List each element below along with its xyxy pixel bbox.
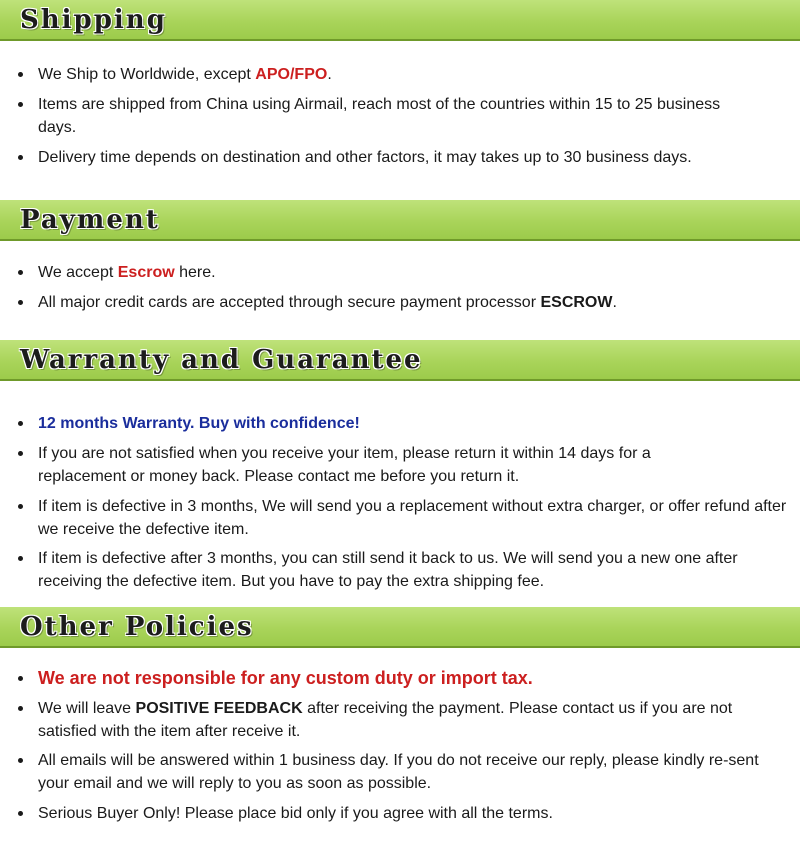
- policies-item: [18, 802, 788, 825]
- warranty-item-text: If item is defective in 3 months, We will send you a replacement without extra charger, or offer refund after we receive the defective item.: [38, 498, 787, 538]
- shipping-item: [18, 63, 788, 86]
- bullet-icon: [18, 102, 23, 107]
- policies-item-text: We will leave: [38, 700, 136, 717]
- warranty-highlight: 12 months Warranty. Buy with confidence!: [38, 415, 360, 432]
- bullet-icon: [18, 421, 23, 426]
- bullet-icon: [18, 270, 23, 275]
- apo-fpo-highlight: APO/FPO: [255, 66, 328, 83]
- bullet-icon: [18, 758, 23, 763]
- policies-item-text: All emails will be answered within 1 business day. If you do not receive our reply, please kindly re-sent your email and we will reply to you as soon as possible.: [38, 752, 759, 792]
- shipping-title: Shipping: [20, 5, 167, 35]
- positive-feedback-bold: POSITIVE FEEDBACK: [135, 700, 303, 717]
- policies-item-text: Serious Buyer Only! Please place bid only if you agree with all the terms.: [38, 805, 553, 822]
- shipping-item: [18, 93, 758, 139]
- policies-title: Other Policies: [20, 612, 254, 642]
- payment-title: Payment: [20, 205, 160, 235]
- bullet-icon: [18, 300, 23, 305]
- payment-item: [18, 291, 788, 314]
- payment-item-text-end: here.: [174, 264, 216, 281]
- warranty-item: [18, 495, 788, 541]
- payment-item-text: We accept: [38, 264, 118, 281]
- shipping-item: [18, 146, 788, 169]
- shipping-header: [0, 0, 800, 41]
- warranty-item: [18, 412, 788, 435]
- bullet-icon: [18, 72, 23, 77]
- policies-highlight: We are not responsible for any custom duty or import tax.: [38, 668, 533, 688]
- policies-item: [18, 697, 788, 743]
- bullet-icon: [18, 504, 23, 509]
- shipping-item-text: We Ship to Worldwide, except: [38, 66, 256, 83]
- warranty-item: [18, 442, 738, 488]
- payment-item: [18, 261, 788, 284]
- warranty-item: [18, 547, 788, 593]
- policies-header: [0, 607, 800, 648]
- bullet-icon: [18, 556, 23, 561]
- bullet-icon: [18, 811, 23, 816]
- bullet-icon: [18, 706, 23, 711]
- bullet-icon: [18, 451, 23, 456]
- payment-item-text: All major credit cards are accepted through secure payment processor: [38, 294, 541, 311]
- policies-item-text-end: after receiving the payment. Please contact us if you are not satisfied with the item after receive it.: [38, 700, 733, 740]
- warranty-header: [0, 340, 800, 381]
- warranty-item-text: If item is defective after 3 months, you can still send it back to us. We will send you a new one after receiving the defective item. But you have to pay the extra shipping fee.: [38, 550, 738, 590]
- payment-header: [0, 200, 800, 241]
- escrow-highlight: Escrow: [117, 264, 175, 281]
- warranty-item-text: If you are not satisfied when you receive your item, please return it within 14 days for a replacement or money back. Please contact me before you return it.: [38, 445, 651, 485]
- shipping-item-text: Delivery time depends on destination and other factors, it may takes up to 30 business days.: [38, 149, 692, 166]
- policies-item: [18, 749, 788, 795]
- shipping-item-text: Items are shipped from China using Airmail, reach most of the countries within 15 to 25 business days.: [38, 96, 721, 136]
- policies-item: [18, 667, 788, 690]
- warranty-title: Warranty and Guarantee: [20, 345, 423, 375]
- escrow-bold: ESCROW: [540, 294, 613, 311]
- shipping-item-text-end: .: [327, 66, 332, 83]
- bullet-icon: [18, 155, 23, 160]
- payment-item-text-end: .: [612, 294, 617, 311]
- bullet-icon: [18, 676, 23, 681]
